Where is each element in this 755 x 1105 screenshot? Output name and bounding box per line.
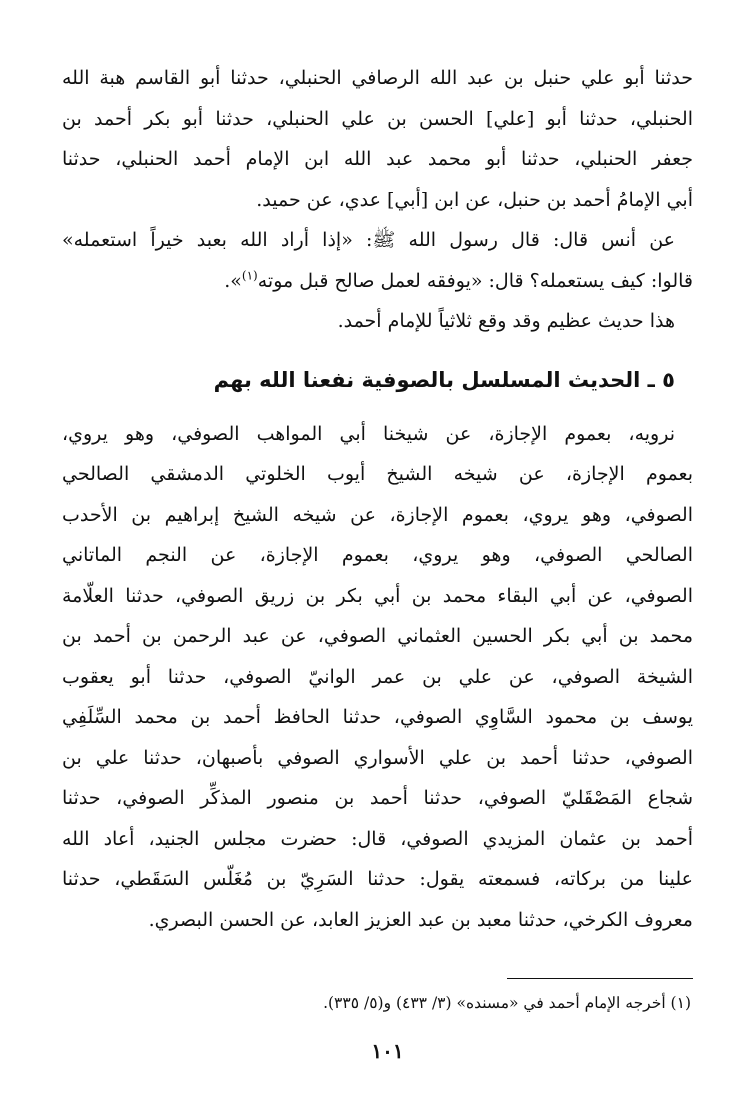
- comment-line: هذا حديث عظيم وقد وقع ثلاثياً للإمام أحمد.: [337, 310, 675, 332]
- text-line: نرويه، بعموم الإجازة، عن شيخنا أبي المواهب الصوفي، وهو يروي،: [62, 422, 675, 445]
- footnote-divider: [507, 978, 693, 979]
- isnad-paragraph: [62, 58, 693, 220]
- text-line: الحنبلي، حدثنا أبو [علي] الحسن بن علي الحنبلي، حدثنا أبو بكر أحمد بن: [62, 107, 693, 130]
- footnote-marker[interactable]: (١): [241, 268, 258, 283]
- text-line: علينا من بركاته، فسمعته يقول: حدثنا السَرِيّ بن مُغَلّس السَقَطي، حدثنا: [62, 868, 693, 890]
- footnote: (١) أخرجه الإمام أحمد في «مسنده» (٣/ ٤٣٣) و(٥/ ٣٣٥).: [323, 994, 691, 1012]
- hadith-paragraph: [62, 220, 693, 342]
- text-line: شجاع المَصْقَليّ الصوفي، حدثنا أحمد بن منصور المذكِّر الصوفي، حدثنا: [62, 787, 693, 809]
- text-line: حدثنا أبو علي حنبل بن عبد الله الرصافي الحنبلي، حدثنا أبو القاسم هبة الله: [62, 67, 693, 89]
- page-number: ١٠١: [371, 1039, 404, 1063]
- hadith-line: عن أنس قال: قال رسول الله ﷺ: «إذا أراد الله بعبد خيراً استعمله»: [62, 229, 675, 251]
- text-line: أحمد بن عثمان المزيدي الصوفي، قال: حضرت مجلس الجنيد، أعاد الله: [62, 827, 693, 850]
- text-line: أبي الإمامُ أحمد بن حنبل، عن ابن [أبي] عدي، عن حميد.: [256, 188, 693, 211]
- text-line: معروف الكرخي، حدثنا معبد بن عبد العزيز العابد، عن الحسن البصري.: [148, 908, 693, 931]
- chain-paragraph: [62, 414, 693, 941]
- hadith-text: قالوا: كيف يستعمله؟ قال: «يوفقه لعمل صالح قبل موته: [257, 269, 693, 292]
- text-line: محمد بن أبي بكر الحسين العثماني الصوفي، عن عبد الرحمن بن أحمد بن: [62, 625, 693, 647]
- text-line: الصالحي الصوفي، وهو يروي، بعموم الإجازة، عن النجم الماتاني: [62, 544, 693, 566]
- section-heading: ٥ ـ الحديث المسلسل بالصوفية نفعنا الله بهم: [213, 367, 675, 392]
- text-line: الصوفي، عن أبي البقاء محمد بن أبي بكر بن زريق الصوفي، حدثنا العلّامة: [62, 584, 693, 607]
- text-line: الصوفي، حدثنا أحمد بن علي الأسواري الصوفي بأصبهان، حدثنا علي بن: [62, 746, 693, 769]
- text-line: الشيخة الصوفي، عن علي بن عمر الوانيّ الصوفي، حدثنا أبو يعقوب: [62, 665, 693, 688]
- text-line: يوسف بن محمود السَّاوِي الصوفي، حدثنا الحافظ أحمد بن محمد السِّلَفِي: [62, 706, 693, 728]
- text-line: الصوفي، وهو يروي، بعموم الإجازة، عن شيخه الشيخ إبراهيم بن الأحدب: [62, 503, 693, 526]
- hadith-line: [62, 261, 693, 302]
- text-line: جعفر الحنبلي، حدثنا أبو محمد عبد الله ابن الإمام أحمد الحنبلي، حدثنا: [62, 148, 693, 170]
- text-line: بعموم الإجازة، عن شيخه الشيخ أيوب الخلوتي الدمشقي الصالحي: [62, 463, 693, 485]
- hadith-text-end: ».: [224, 269, 242, 292]
